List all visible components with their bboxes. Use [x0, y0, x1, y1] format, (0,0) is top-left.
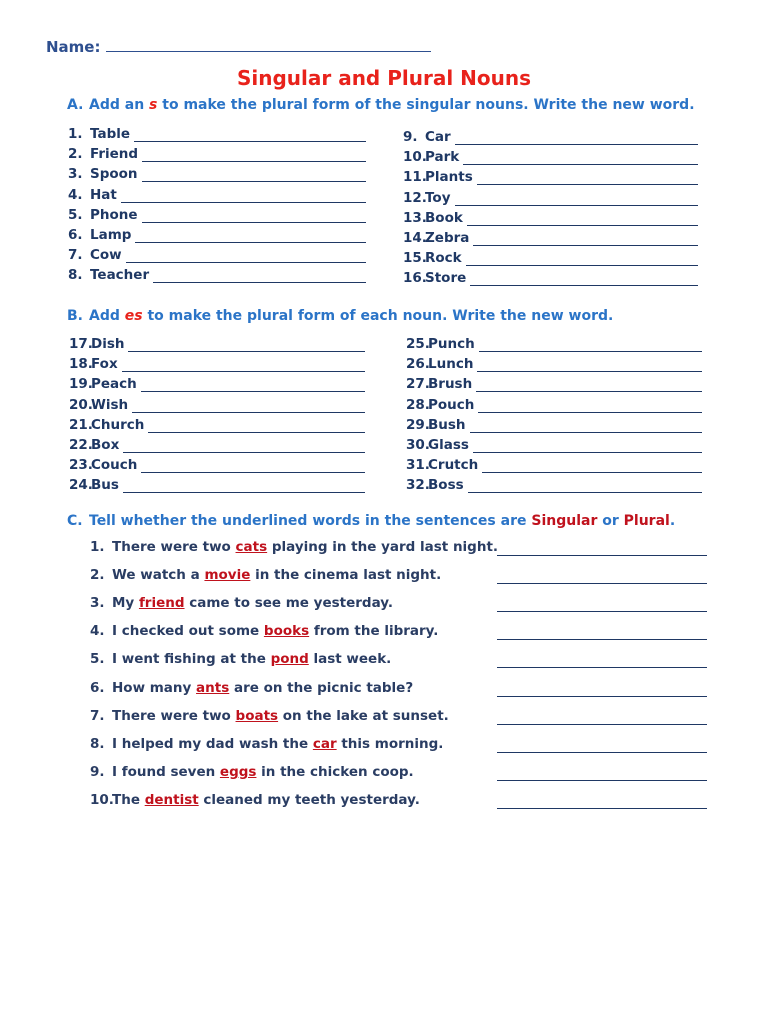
section-a-right-item-word: Park	[425, 149, 460, 166]
sentence-post: in the chicken coop.	[256, 763, 414, 780]
section-b-right-item-number: 26.	[406, 356, 430, 373]
sentence-number: 2.	[90, 567, 105, 584]
answer-blank-line[interactable]	[132, 400, 365, 413]
sentence-pre: There were two	[112, 707, 236, 724]
section-b-right-item-word: Crutch	[428, 457, 479, 474]
section-b-right-item-word: Boss	[428, 477, 464, 494]
section-a-left-item-number: 5.	[68, 206, 83, 223]
sentence-post: this morning.	[336, 735, 444, 752]
section-a-left-item-number: 2.	[68, 146, 83, 163]
sentence-row	[90, 651, 391, 667]
section-b-right-item	[406, 477, 702, 493]
section-b-right-item	[406, 437, 702, 453]
section-b-right-item-number: 32.	[406, 477, 430, 494]
answer-blank-line[interactable]	[497, 569, 707, 584]
section-b-right-item-number: 28.	[406, 396, 430, 413]
sentence-number: 4.	[90, 623, 105, 640]
section-b-letter: B.	[67, 308, 83, 324]
section-a-right-item-number: 14.	[403, 230, 427, 246]
answer-blank-line[interactable]	[134, 129, 366, 142]
sentence-row	[90, 764, 414, 780]
underlined-word: pond	[270, 651, 309, 668]
sentence-number: 1.	[90, 539, 105, 555]
sentence-pre: I helped my dad wash the	[112, 735, 313, 752]
section-b-right-item	[406, 336, 702, 352]
section-c-or: or	[597, 513, 624, 529]
section-a-left-item	[68, 267, 366, 283]
sentence-row	[90, 539, 498, 555]
section-c-instruction	[67, 513, 675, 529]
section-a-left-item-word: Spoon	[90, 166, 138, 183]
sentence-number: 9.	[90, 763, 105, 780]
section-a-right-item-number: 11.	[403, 169, 427, 186]
answer-blank-line[interactable]	[135, 230, 366, 243]
answer-blank-line[interactable]	[142, 149, 366, 162]
answer-blank-line[interactable]	[141, 379, 365, 392]
section-b-right-item-word: Punch	[428, 336, 475, 352]
answer-blank-line[interactable]	[470, 420, 702, 433]
section-c-pre: Tell whether the underlined words in the sentences are	[89, 513, 532, 529]
section-b-left-item-number: 18.	[69, 356, 93, 373]
page-title: Singular and Plural Nouns	[236, 66, 532, 90]
section-b-left-item	[69, 336, 365, 352]
sentence-number: 3.	[90, 595, 105, 612]
answer-blank-line[interactable]	[497, 794, 707, 809]
answer-blank-line[interactable]	[497, 682, 707, 697]
section-a-right-item-word: Zebra	[425, 230, 470, 246]
section-a-left-item	[68, 207, 366, 223]
section-a-post: to make the plural form of the singular nouns. Write the new word.	[157, 97, 695, 113]
section-a-left-item-word: Phone	[90, 206, 138, 223]
sentence-number: 7.	[90, 707, 105, 724]
section-b-right-item	[406, 376, 702, 392]
section-a-right-item-word: Book	[425, 209, 463, 226]
answer-blank-line[interactable]	[466, 253, 698, 266]
section-b-left-item-word: Couch	[91, 457, 138, 474]
section-b-left-item	[69, 457, 365, 473]
section-b-right-item	[406, 417, 702, 433]
section-a-letter: A.	[67, 97, 84, 113]
section-a-left-item-number: 6.	[68, 227, 83, 243]
section-a-left-item	[68, 227, 366, 243]
section-b-left-item-word: Fox	[91, 356, 118, 373]
section-a-right-item	[403, 230, 698, 246]
underlined-word: ants	[196, 679, 230, 696]
sentence-number: 6.	[90, 679, 105, 696]
answer-blank-line[interactable]	[482, 460, 702, 473]
section-a-left-item-number: 3.	[68, 166, 83, 183]
sentence-post: came to see me yesterday.	[184, 595, 393, 612]
section-b-left-item-number: 23.	[69, 457, 93, 474]
section-b-right-item-word: Glass	[428, 437, 469, 453]
name-field[interactable]	[46, 38, 431, 56]
section-b-right-item-number: 25.	[406, 336, 430, 352]
answer-blank-line[interactable]	[497, 541, 707, 556]
underlined-word: boats	[235, 707, 279, 724]
section-b-left-item	[69, 437, 365, 453]
section-a-right-item-word: Toy	[425, 189, 451, 206]
section-a-right-item	[403, 149, 698, 165]
section-a-right-item	[403, 129, 698, 145]
section-a-right-item	[403, 210, 698, 226]
section-b-right-item	[406, 356, 702, 372]
underlined-word: friend	[138, 595, 185, 612]
answer-blank-line[interactable]	[468, 480, 702, 493]
sentence-post: in the cinema last night.	[250, 567, 442, 584]
section-a-left-item-number: 8.	[68, 267, 83, 284]
section-b-left-item	[69, 397, 365, 413]
sentence-row	[90, 736, 443, 752]
answer-blank-line[interactable]	[121, 190, 366, 203]
section-b-highlight: es	[124, 308, 143, 324]
underlined-word: books	[263, 623, 310, 640]
answer-blank-line[interactable]	[497, 625, 707, 640]
section-a-left-item	[68, 187, 366, 203]
section-a-right-item-word: Plants	[425, 169, 473, 186]
sentence-row	[90, 595, 393, 611]
section-b-right-item-word: Lunch	[428, 356, 474, 373]
answer-blank-line[interactable]	[476, 379, 702, 392]
section-b-left-item	[69, 376, 365, 392]
section-b-left-item-number: 21.	[69, 416, 93, 433]
section-a-highlight: s	[149, 97, 158, 113]
sentence-post: are on the picnic table?	[229, 679, 414, 696]
sentence-number: 5.	[90, 651, 105, 668]
section-a-pre: Add an	[89, 97, 150, 113]
answer-blank-line[interactable]	[473, 440, 702, 453]
section-b-left-item-word: Bus	[91, 477, 119, 494]
sentence-row	[90, 623, 438, 639]
answer-blank-line[interactable]	[141, 460, 365, 473]
section-a-left-item-word: Hat	[90, 186, 117, 203]
section-b-right-item-word: Bush	[428, 416, 466, 433]
section-b-left-item	[69, 356, 365, 372]
sentence-pre: I checked out some	[112, 623, 264, 640]
section-a-left-item-number: 1.	[68, 126, 83, 142]
underlined-word: eggs	[219, 763, 257, 780]
section-b-left-item-word: Dish	[91, 336, 125, 352]
sentence-pre: How many	[112, 679, 197, 696]
section-c-singular: Singular	[531, 513, 598, 529]
section-b-left-item-number: 17.	[69, 336, 93, 352]
section-a-right-item-word: Car	[425, 129, 451, 145]
section-b-right-item-word: Pouch	[428, 396, 475, 413]
sentence-number: 10.	[90, 791, 114, 808]
section-a-left-item-number: 4.	[68, 186, 83, 203]
underlined-word: dentist	[144, 791, 199, 808]
sentence-row	[90, 708, 449, 724]
sentence-post: last week.	[308, 651, 392, 668]
name-label: Name:	[46, 38, 101, 56]
answer-blank-line[interactable]	[455, 132, 698, 145]
section-a-right-item-word: Rock	[425, 250, 462, 267]
underlined-word: car	[312, 735, 337, 752]
section-b-right-item	[406, 397, 702, 413]
sentence-post: from the library.	[309, 623, 439, 640]
section-a-left-item-number: 7.	[68, 247, 83, 264]
answer-blank-line[interactable]	[128, 339, 365, 352]
section-b-left-item-word: Church	[91, 416, 145, 433]
section-a-left-item-word: Cow	[90, 247, 122, 264]
section-b-left-item	[69, 417, 365, 433]
section-a-right-item	[403, 190, 698, 206]
section-b-left-item-number: 20.	[69, 396, 93, 413]
section-b-right-item	[406, 457, 702, 473]
section-a-right-item-word: Store	[425, 270, 467, 287]
section-a-left-item	[68, 247, 366, 263]
section-a-left-item-word: Friend	[90, 146, 139, 163]
underlined-word: cats	[235, 539, 268, 555]
section-b-left-item-number: 19.	[69, 376, 93, 393]
answer-blank-line[interactable]	[497, 710, 707, 725]
answer-blank-line[interactable]	[497, 766, 707, 781]
section-b-post: to make the plural form of each noun. Write the new word.	[142, 308, 614, 324]
answer-blank-line[interactable]	[497, 597, 707, 612]
answer-blank-line[interactable]	[470, 273, 698, 286]
underlined-word: movie	[204, 567, 251, 584]
section-a-right-item-number: 16.	[403, 270, 427, 287]
answer-blank-line[interactable]	[477, 359, 702, 372]
answer-blank-line[interactable]	[473, 233, 698, 246]
sentence-number: 8.	[90, 735, 105, 752]
sentence-row	[90, 680, 413, 696]
section-a-left-item	[68, 166, 366, 182]
answer-blank-line[interactable]	[477, 172, 698, 185]
section-b-instruction	[67, 308, 613, 324]
name-blank-line[interactable]	[106, 38, 431, 52]
sentence-pre: The	[112, 791, 145, 808]
section-b-pre: Add	[89, 308, 125, 324]
sentence-row	[90, 792, 420, 808]
answer-blank-line[interactable]	[153, 270, 366, 283]
section-a-right-item-number: 10.	[403, 149, 427, 166]
section-b-left-item-word: Box	[91, 437, 120, 453]
sentence-pre: I found seven	[112, 763, 220, 780]
section-b-left-item-word: Peach	[91, 376, 137, 393]
sentence-post: cleaned my teeth yesterday.	[198, 791, 420, 808]
answer-blank-line[interactable]	[497, 653, 707, 668]
sentence-post: on the lake at sunset.	[278, 707, 449, 724]
section-a-right-item-number: 13.	[403, 209, 427, 226]
answer-blank-line[interactable]	[455, 193, 699, 206]
section-b-left-item-word: Wish	[91, 396, 129, 413]
answer-blank-line[interactable]	[463, 152, 698, 165]
answer-blank-line[interactable]	[142, 210, 366, 223]
section-a-right-item-number: 12.	[403, 189, 427, 206]
sentence-pre: There were two	[112, 539, 236, 555]
sentence-row	[90, 567, 441, 583]
section-b-right-item-number: 27.	[406, 376, 430, 393]
section-a-left-item-word: Teacher	[90, 267, 150, 284]
section-a-left-item-word: Lamp	[90, 227, 132, 243]
answer-blank-line[interactable]	[148, 420, 365, 433]
section-a-left-item	[68, 126, 366, 142]
answer-blank-line[interactable]	[478, 400, 702, 413]
section-a-instruction	[67, 97, 695, 113]
section-b-left-item-number: 24.	[69, 477, 93, 494]
sentence-pre: We watch a	[112, 567, 205, 584]
answer-blank-line[interactable]	[497, 738, 707, 753]
section-b-left-item	[69, 477, 365, 493]
answer-blank-line[interactable]	[467, 213, 698, 226]
section-a-right-item-number: 15.	[403, 250, 427, 267]
section-b-right-item-number: 29.	[406, 416, 430, 433]
section-a-right-item	[403, 169, 698, 185]
sentence-pre: I went fishing at the	[112, 651, 271, 668]
section-a-left-item	[68, 146, 366, 162]
section-a-right-item-number: 9.	[403, 129, 418, 145]
section-b-left-item-number: 22.	[69, 437, 93, 453]
answer-blank-line[interactable]	[123, 480, 365, 493]
answer-blank-line[interactable]	[122, 359, 365, 372]
sentence-post: playing in the yard last night.	[267, 539, 499, 555]
section-a-right-item	[403, 270, 698, 286]
answer-blank-line[interactable]	[479, 339, 702, 352]
section-c-end: .	[669, 513, 676, 529]
section-a-left-item-word: Table	[90, 126, 131, 142]
section-b-right-item-number: 30.	[406, 437, 430, 453]
answer-blank-line[interactable]	[126, 250, 366, 263]
section-a-right-item	[403, 250, 698, 266]
answer-blank-line[interactable]	[142, 169, 366, 182]
answer-blank-line[interactable]	[123, 440, 365, 453]
section-c-letter: C.	[67, 513, 83, 529]
sentence-pre: My	[112, 595, 139, 612]
section-b-right-item-word: Brush	[428, 376, 473, 393]
section-b-right-item-number: 31.	[406, 457, 430, 474]
section-c-plural: Plural	[623, 513, 670, 529]
